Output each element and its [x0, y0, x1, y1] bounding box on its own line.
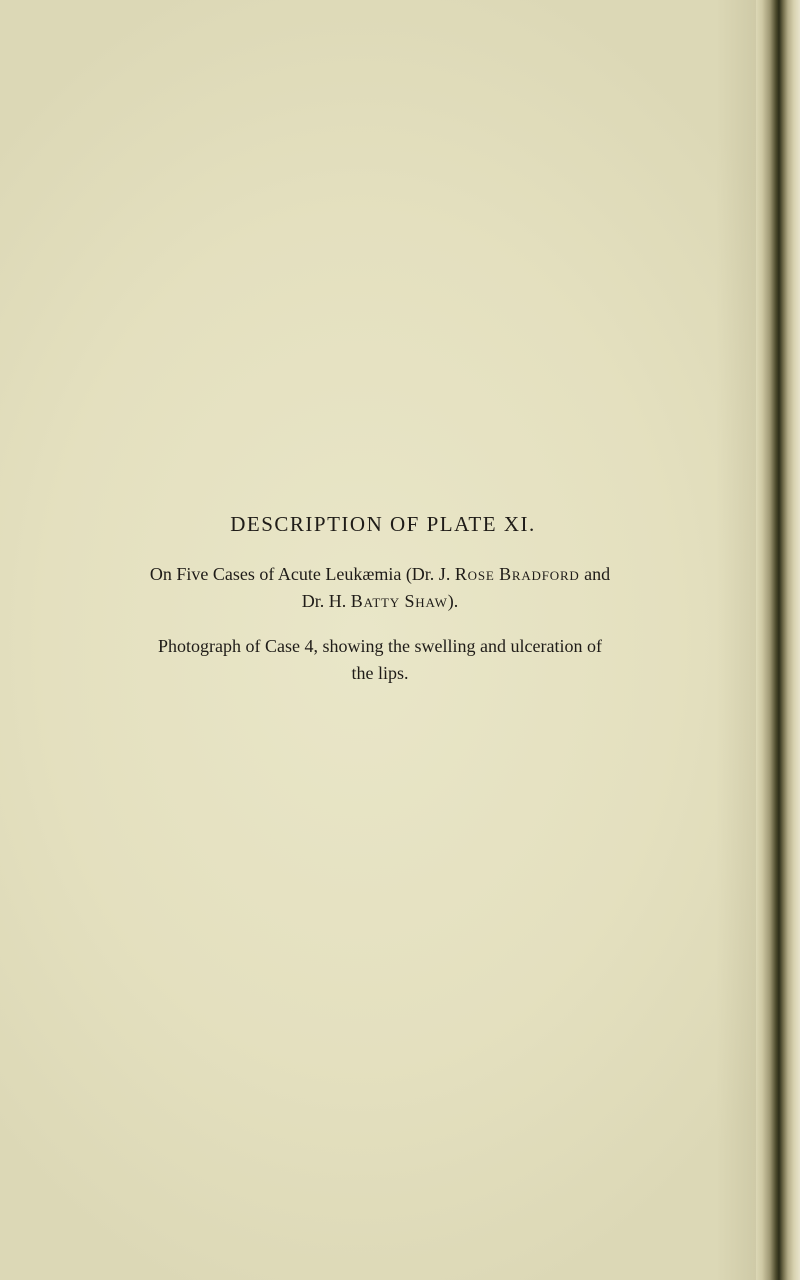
author2-given-name: Batty	[350, 591, 400, 611]
article-ref-prefix: On Five Cases of Acute Leukæmia (Dr. J.	[149, 564, 455, 584]
author2-surname: Shaw	[404, 591, 448, 611]
author1-surname: Bradford	[499, 564, 580, 584]
article-ref-suffix: ).	[447, 591, 459, 611]
binding-shadow	[716, 0, 756, 1280]
article-reference	[40, 561, 720, 615]
book-binding-edge	[756, 0, 800, 1280]
plate-description	[40, 512, 720, 687]
article-ref-connector: and	[579, 564, 611, 584]
author2-prefix: Dr. H.	[301, 591, 351, 611]
caption-line-2: the lips.	[351, 663, 409, 683]
plate-title: DESCRIPTION OF PLATE XI.	[230, 512, 536, 536]
caption-line-1: Photograph of Case 4, showing the swelling and ulceration of	[158, 636, 602, 656]
plate-caption	[40, 633, 720, 687]
author1-given-name: Rose	[454, 564, 495, 584]
